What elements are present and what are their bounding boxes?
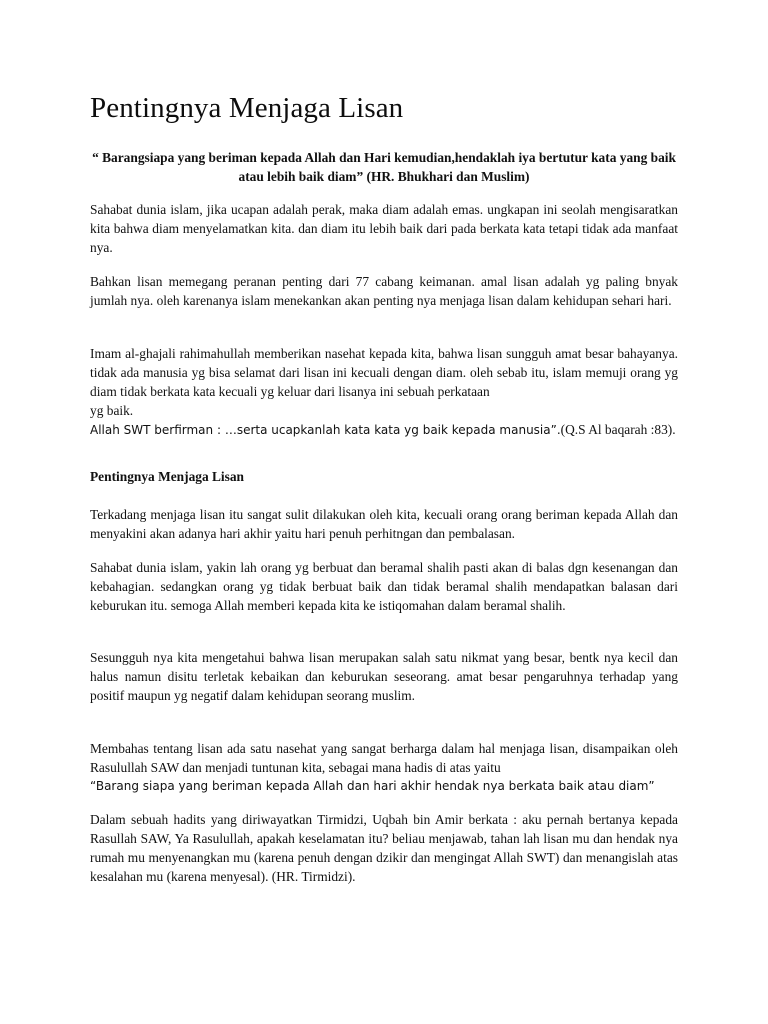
paragraph-5: Sahabat dunia islam, yakin lah orang yg berbuat dan beramal shalih pasti akan di balas dgn kesenangan dan kebahagian. sedangkan orang yg tidak berbuat baik dan tidak beramal shalih mendapatkan balasan dari keburukan itu. semoga Allah memberi kepada kita ke istiqomahan dalam beramal shalih. — [90, 560, 678, 613]
firman-reference: (Q.S Al baqarah :83). — [560, 422, 676, 437]
paragraph-3-word-yg: yg — [90, 403, 104, 418]
paragraph-6: Sesungguh nya kita mengetahui bahwa lisan merupakan salah satu nikmat yang besar, bentk nya kecil dan halus namun disitu terletak kebaikan dan keburukan seseorang. amat besar pengaruhnya terhadap yang positif maupun yg negatif dalam kehidupan seorang muslim. — [90, 650, 678, 703]
paragraph-7-quote: “Barang siapa yang beriman kepada Allah dan hari akhir hendak nya berkata baik atau diam” — [90, 779, 655, 793]
firman-quote: Allah SWT berfirman : …serta ucapkanlah kata kata yg baik kepada manusia”. — [90, 423, 561, 437]
section-heading: Pentingnya Menjaga Lisan — [90, 469, 245, 484]
hadith-quote: “ Barangsiapa yang beriman kepada Allah dan Hari kemudian,hendaklah iya bertutur kata yang baik atau lebih baik diam” (HR. Bhukhari dan Muslim) — [92, 150, 676, 184]
paragraph-7-main: Membahas tentang lisan ada satu nasehat yang sangat berharga dalam hal menjaga lisan, disampaikan oleh Rasulullah SAW dan menjadi tuntunan kita, sebagai mana hadis di atas yaitu — [90, 741, 678, 775]
paragraph-2: Bahkan lisan memegang peranan penting dari 77 cabang keimanan. amal lisan adalah yg paling bnyak jumlah nya. oleh karenanya islam menekankan akan penting nya menjaga lisan dalam kehidupan sehari hari. — [90, 274, 678, 308]
paragraph-3-firman — [90, 420, 678, 440]
paragraph-3-justified-line — [90, 401, 678, 420]
paragraph-1: Sahabat dunia islam, jika ucapan adalah perak, maka diam adalah emas. ungkapan ini seolah mengisaratkan kita bahwa diam menyelamatkan kita. dan diam itu lebih baik dari pada berkata kata tetapi tidak ada manfaat nya. — [90, 202, 678, 255]
paragraph-3 — [90, 344, 678, 440]
paragraph-8: Dalam sebuah hadits yang diriwayatkan Tirmidzi, Uqbah bin Amir berkata : aku pernah bertanya kepada Rasullah SAW, Ya Rasulullah, apakah keselamatan itu? beliau menjawab, tahan lah lisan mu dan hendak nya rumah mu menyenangkan mu (karena penuh dengan dzikir dan mengingat Allah SWT) dan menangislah atas kesalahan mu (karena menyesal). (HR. Tirmidzi). — [90, 812, 678, 884]
page-title: Pentingnya Menjaga Lisan — [90, 92, 404, 124]
paragraph-3-main: Imam al-ghajali rahimahullah memberikan nasehat kepada kita, bahwa lisan sungguh amat besar bahayanya. tidak ada manusia yg bisa selamat dari lisan ini kecuali dengan diam. oleh sebab itu, islam memuji orang yg diam tidak berkata kata kecuali yg keluar dari lisanya ini sebuah perkataan — [90, 346, 678, 399]
paragraph-7 — [90, 739, 678, 796]
paragraph-3-word-baik: baik. — [106, 403, 134, 418]
paragraph-4: Terkadang menjaga lisan itu sangat sulit dilakukan oleh kita, kecuali orang orang beriman kepada Allah dan menyakini akan adanya hari akhir yaitu hari penuh perhitngan dan pembalasan. — [90, 507, 678, 541]
